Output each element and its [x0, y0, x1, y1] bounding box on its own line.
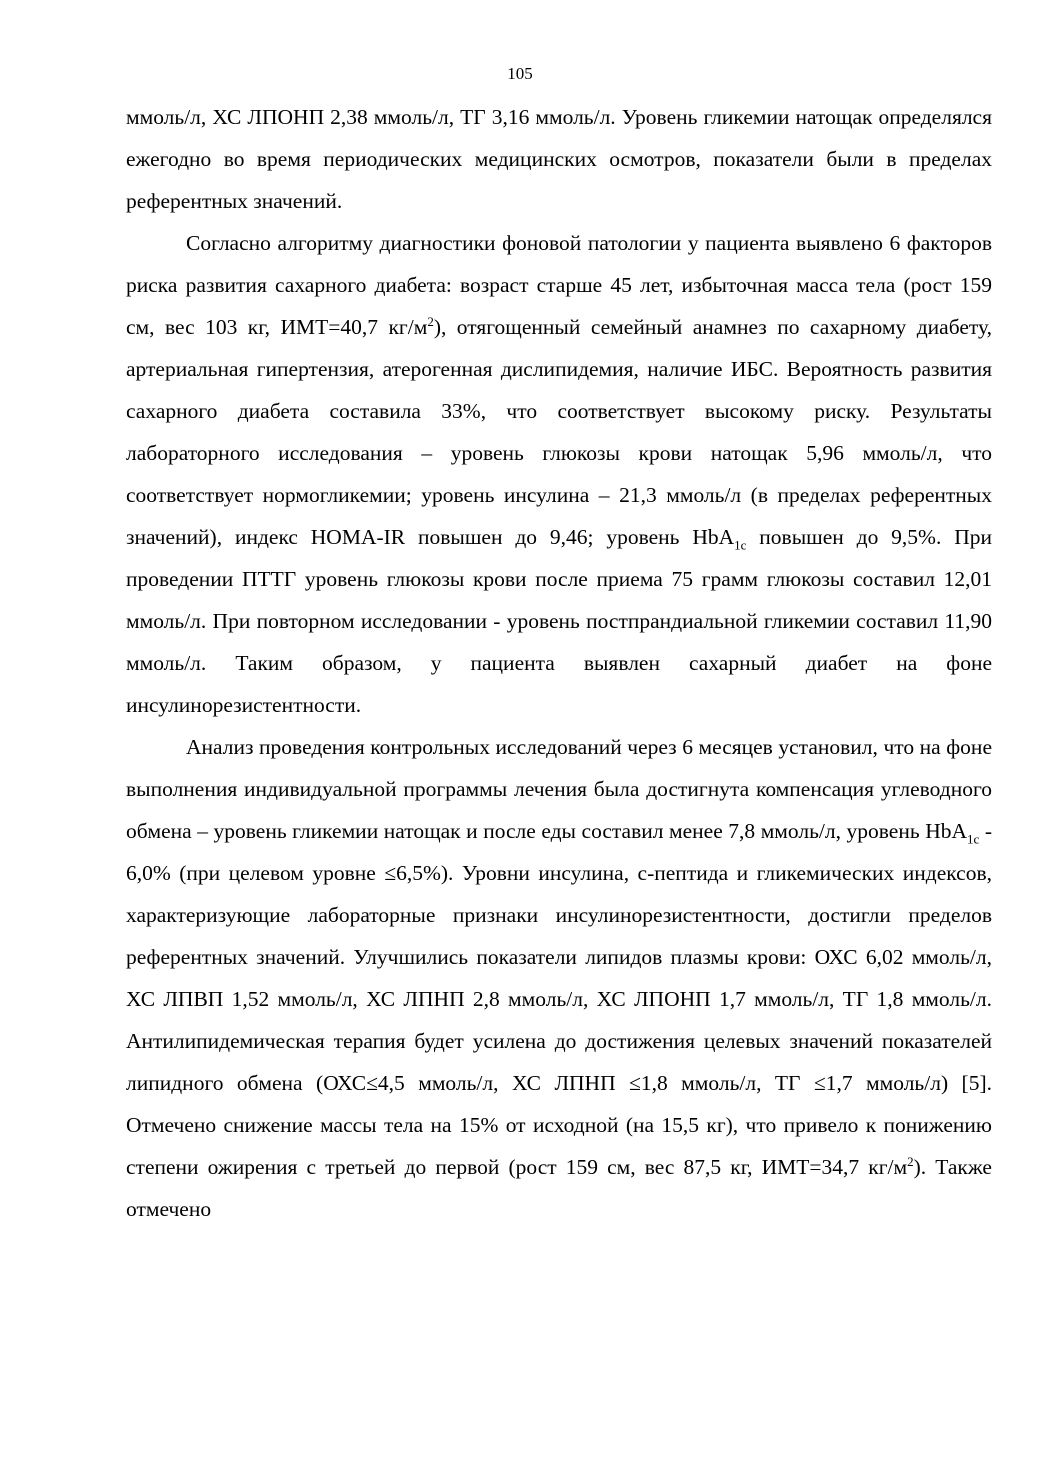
- paragraph-2-text-c: повышен до 9,5%. При проведении ПТТГ уровень глюкозы крови после приема 75 грамм глюкозы составил 12,01 ммоль/л. При повторном исследовании - уровень постпрандиальной гликемии составил 11,90 ммоль/л. Таким образом, у пациента выявлен сахарный диабет на фоне инсулинорезистентности.: [126, 525, 992, 717]
- paragraph-2-text-a: Согласно алгоритму диагностики фоновой патологии у пациента выявлено 6 факторов риска развития сахарного диабета: возраст старше 45 лет, избыточная масса тела (рост 159 см, вес 103 кг, ИМТ=40,7 кг/м: [126, 231, 992, 339]
- superscript-square: 2: [907, 1153, 914, 1169]
- subscript-hba1c: 1c: [967, 831, 980, 847]
- page-number: 105: [507, 64, 533, 83]
- subscript-hba1c: 1c: [734, 537, 747, 553]
- paragraph-3-text-c: ). Также отмечено: [126, 1155, 992, 1221]
- paragraph-3-text-b: - 6,0% (при целевом уровне ≤6,5%). Уровни инсулина, с-пептида и гликемических индексов, характеризующие лабораторные признаки инсулинорезистентности, достигли пределов референтных значений. Улучшились показатели липидов плазмы крови: ОХС 6,02 ммоль/л, ХС ЛПВП 1,52 ммоль/л, ХС ЛПНП 2,8 ммоль/л, ХС ЛПОНП 1,7 ммоль/л, ТГ 1,8 ммоль/л. Антилипидемическая терапия будет усилена до достижения целевых значений показателей липидного обмена (ОХС≤4,5 ммоль/л, ХС ЛПНП ≤1,8 ммоль/л, ТГ ≤1,7 ммоль/л) [5]. Отмечено снижение массы тела на 15% от исходной (на 15,5 кг), что привело к понижению степени ожирения с третьей до первой (рост 159 см, вес 87,5 кг, ИМТ=34,7 кг/м: [126, 819, 992, 1179]
- paragraph-3: [126, 726, 992, 1230]
- paragraph-1-text: ммоль/л, ХС ЛПОНП 2,38 ммоль/л, ТГ 3,16 ммоль/л. Уровень гликемии натощак определялся ежегодно во время периодических медицинских осмотров, показатели были в пределах референтных значений.: [126, 105, 992, 213]
- paragraph-3-text-a: Анализ проведения контрольных исследований через 6 месяцев установил, что на фоне выполнения индивидуальной программы лечения была достигнута компенсация углеводного обмена – уровень гликемии натощак и после еды составил менее 7,8 ммоль/л, уровень НbA: [126, 735, 992, 843]
- paragraph-2-text-b: ), отягощенный семейный анамнез по сахарному диабету, артериальная гипертензия, атерогенная дислипидемия, наличие ИБС. Вероятность развития сахарного диабета составила 33%, что соответствует высокому риску. Результаты лабораторного исследования – уровень глюкозы крови натощак 5,96 ммоль/л, что соответствует нормогликемии; уровень инсулина – 21,3 ммоль/л (в пределах референтных значений), индекс НОМА-IR повышен до 9,46; уровень НbA: [126, 315, 992, 549]
- body-text: [126, 96, 992, 1230]
- paragraph-2: [126, 222, 992, 726]
- superscript-square: 2: [427, 313, 434, 329]
- paragraph-1: [126, 96, 992, 222]
